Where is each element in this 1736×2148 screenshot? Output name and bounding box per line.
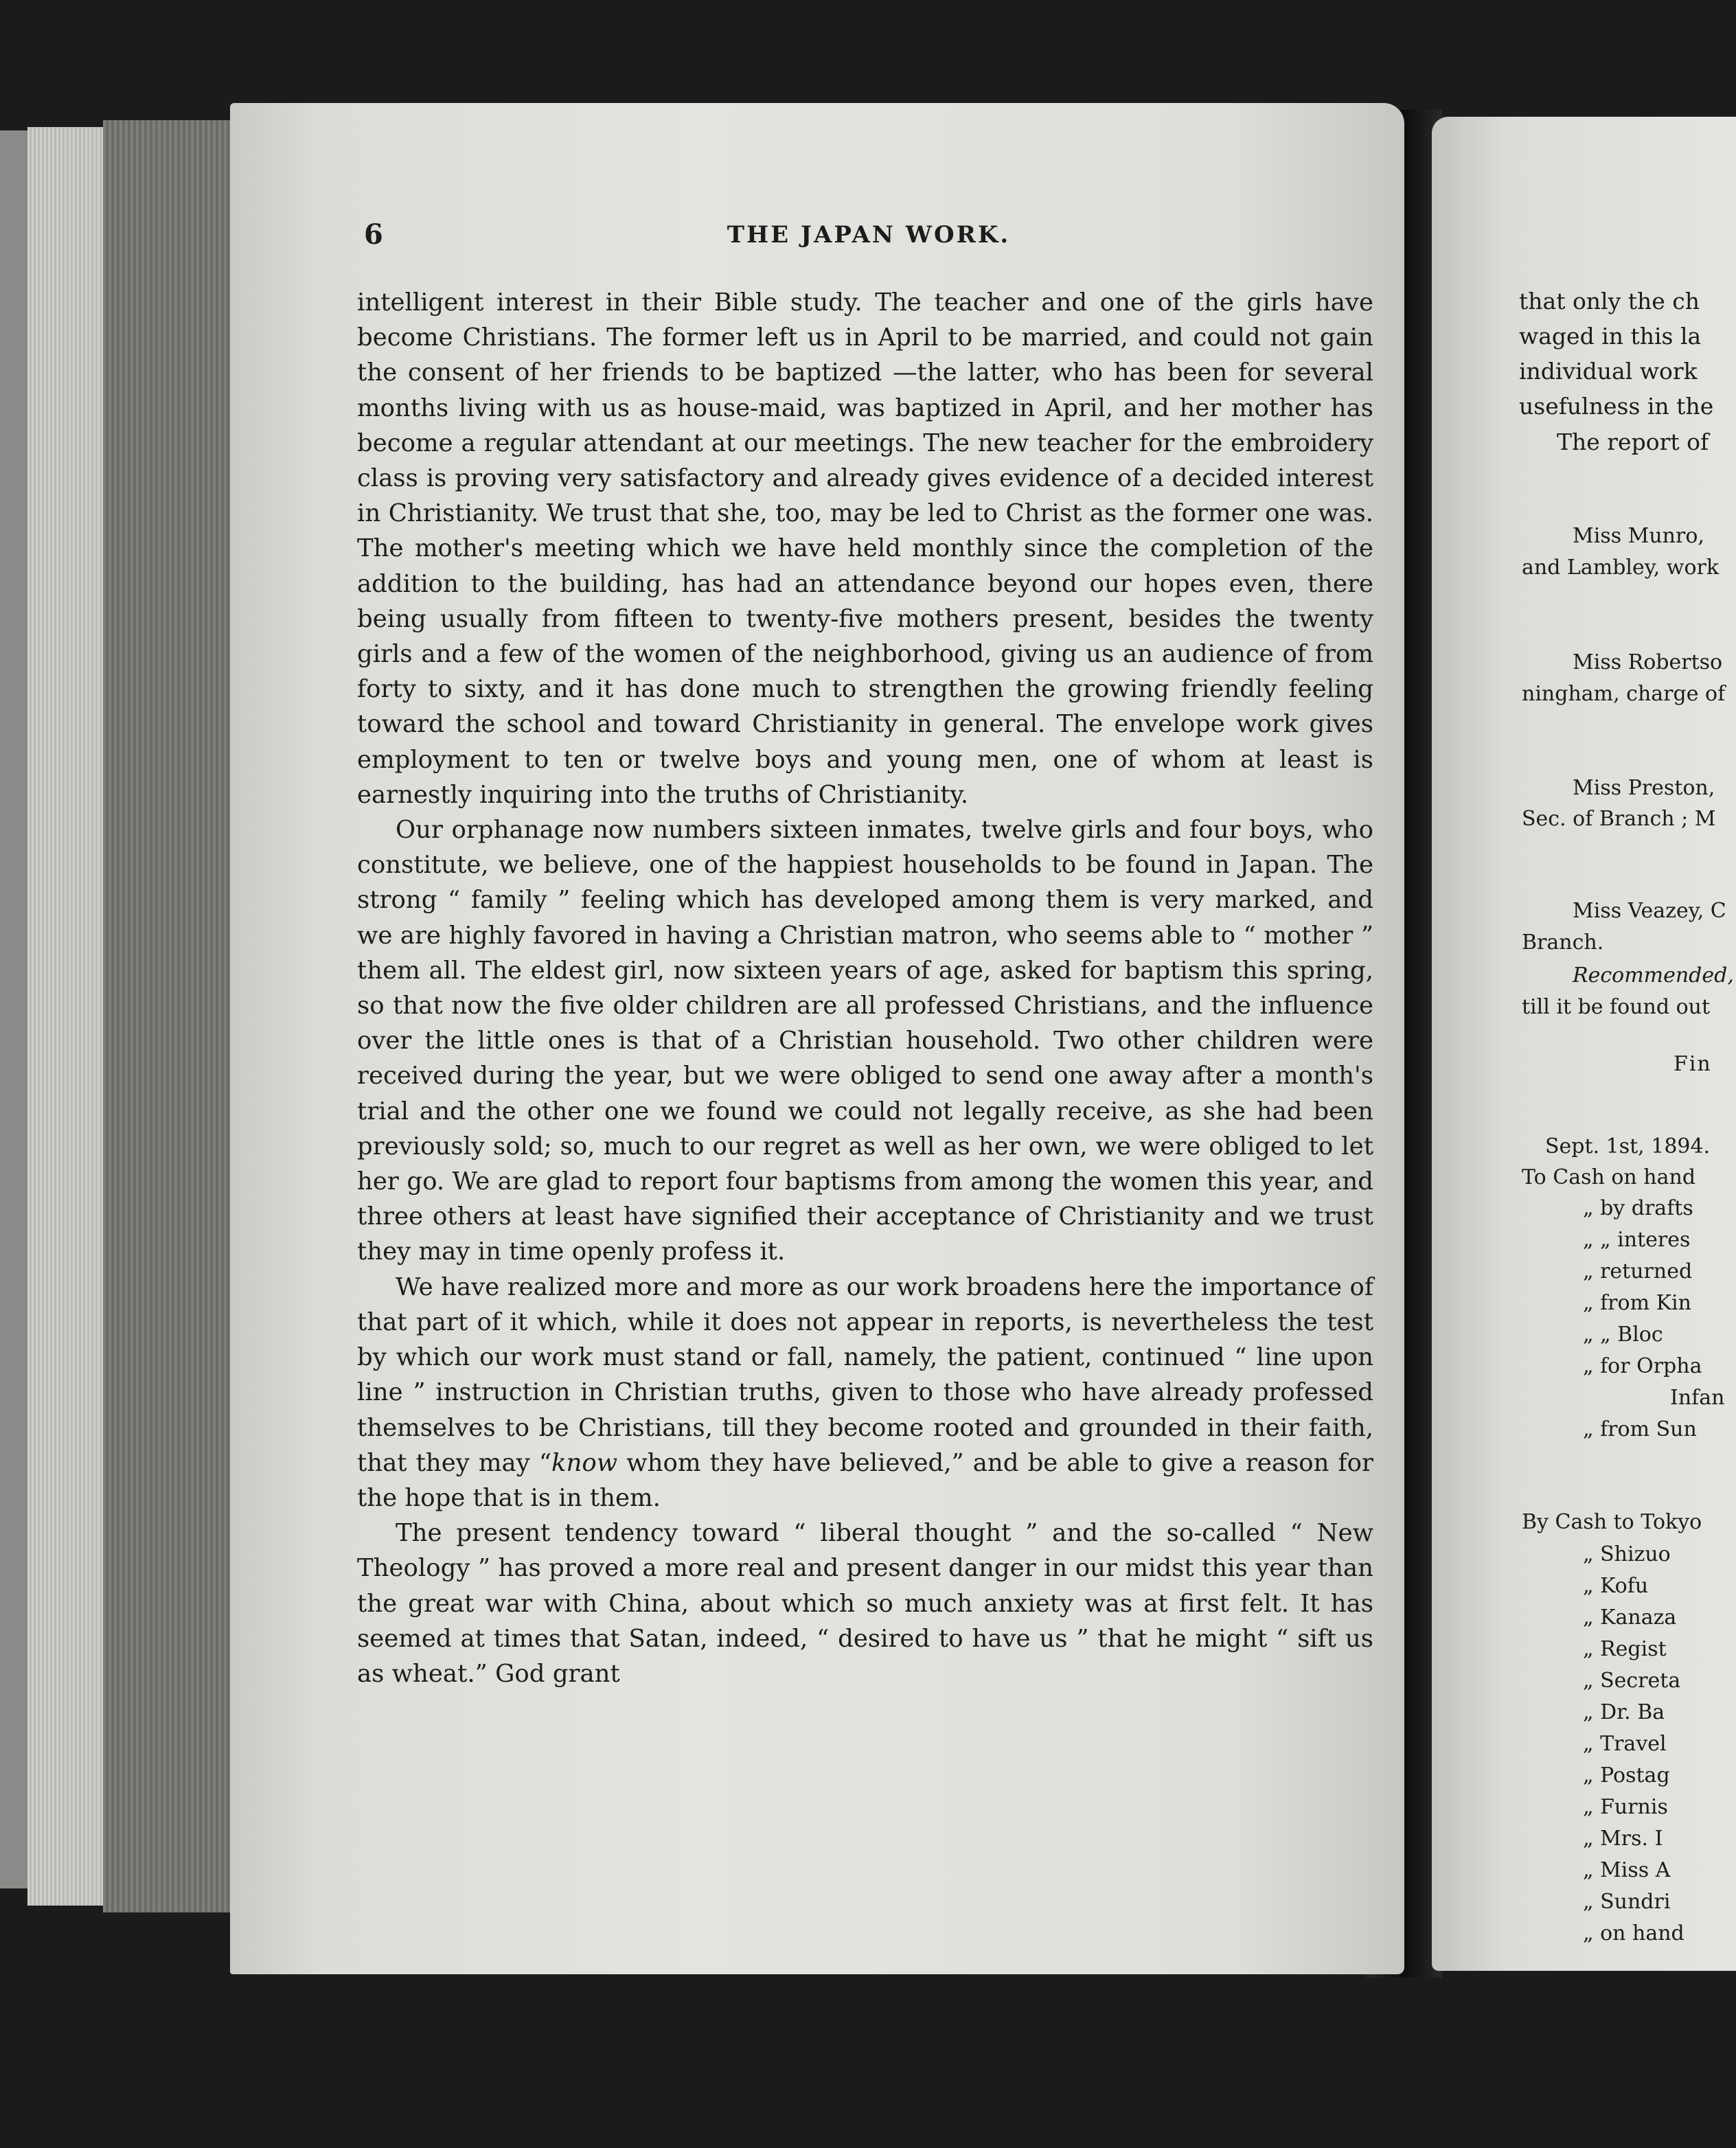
right-line: „ Mrs. I	[1583, 1827, 1663, 1851]
right-line: „ Secreta	[1583, 1669, 1681, 1693]
right-line: Miss Robertso	[1573, 650, 1723, 674]
left-page	[230, 103, 1404, 1974]
right-line: „ Sundri	[1583, 1890, 1671, 1914]
right-line: Branch.	[1522, 930, 1604, 955]
right-line: „ Kanaza	[1583, 1606, 1677, 1630]
right-line: To Cash on hand	[1522, 1165, 1696, 1189]
right-line: „ Regist	[1583, 1637, 1667, 1661]
right-page-partial	[1432, 117, 1736, 1971]
right-line: Sept. 1st, 1894.	[1545, 1134, 1711, 1158]
right-line: individual work	[1519, 358, 1698, 385]
right-line: „ Travel	[1583, 1732, 1667, 1756]
right-line: ningham, charge of	[1522, 682, 1726, 706]
right-line: „ Shizuo	[1583, 1542, 1671, 1566]
page-edges-left	[27, 127, 103, 1906]
right-line: and Lambley, work	[1522, 556, 1720, 580]
right-line: Recommended,	[1573, 963, 1734, 987]
right-line: „ from Kin	[1583, 1291, 1691, 1315]
right-line: The report of	[1557, 429, 1709, 455]
right-line: Sec. of Branch ; M	[1522, 807, 1716, 831]
right-line: Infan	[1670, 1386, 1725, 1410]
right-line: Miss Veazey, C	[1573, 899, 1726, 923]
body-text	[357, 285, 1373, 1691]
page-stack-left	[103, 120, 233, 1912]
paragraph-3-part-2: whom they have believed,” and be able to give a reason for the hope that is in them.	[357, 1448, 1373, 1512]
right-line: Miss Munro,	[1573, 524, 1704, 548]
right-line: „ for Orpha	[1583, 1354, 1702, 1378]
right-line: „ Postag	[1583, 1763, 1670, 1787]
right-line: „ by drafts	[1583, 1196, 1693, 1220]
right-line: that only the ch	[1519, 288, 1700, 315]
page-number: 6	[364, 218, 383, 251]
right-line: By Cash to Tokyo	[1522, 1510, 1702, 1534]
paragraph-3-emphasis: know	[551, 1448, 618, 1477]
right-line: „ Miss A	[1583, 1858, 1671, 1882]
right-line: „ „ interes	[1583, 1228, 1691, 1252]
paragraph-2: Our orphanage now numbers sixteen inmates, twelve girls and four boys, who constitute, we believe, one of the happiest households to be found in Japan. The strong “ family ” feeling which has developed among them is very marked, and we are highly favored in having a Christian matron, who seems able to “ mother ” them all. The eldest girl, now sixteen years of age, asked for baptism this spring, so that now the five older children are all professed Christians, and the influence over the little ones is that of a Christian household. Two other children were received during the year, but we were obliged to send one away after a month's trial and the other one we found we could not legally receive, as she had been previously sold; so, much to our regret as well as her own, we were obliged to let her go. We are glad to report four baptisms from among the women this year, and three others at least have signified their acceptance of Christianity and we trust they may in time openly profess it.	[357, 816, 1373, 1266]
paragraph-4: The present tendency toward “ liberal thought ” and the so-called “ New Theology ” has proved a more real and present danger in our midst this year than the great war with China, about which so much anxiety was at first felt. It has seemed at times that Satan, indeed, “ desired to have us ” that he might “ sift us as wheat.” God grant	[357, 1519, 1373, 1688]
right-heading: Fin	[1674, 1052, 1712, 1076]
paragraph-3	[357, 1270, 1373, 1516]
running-head: THE JAPAN WORK.	[727, 221, 1011, 249]
page-header	[364, 218, 1373, 260]
right-line: „ returned	[1583, 1259, 1693, 1283]
right-line: till it be found out	[1522, 995, 1711, 1019]
right-line: „ Furnis	[1583, 1795, 1668, 1819]
paragraph-3-part-1: We have realized more and more as our work broadens here the importance of that part of it which, while it does not appear in reports, is nevertheless the test by which our work must stand or fall, namely, the patient, continued “ line upon line ” instruction in Christian truths, given to those who have already professed themselves to be Christians, till they become rooted and grounded in their faith, that they may “	[357, 1272, 1373, 1477]
right-line: „ on hand	[1583, 1921, 1684, 1945]
book-cover-edge	[0, 130, 27, 1888]
right-line: usefulness in the	[1519, 393, 1714, 420]
right-line: waged in this la	[1519, 323, 1702, 350]
right-line: „ from Sun	[1583, 1417, 1697, 1441]
right-line: Miss Preston,	[1573, 776, 1715, 800]
right-line: „ „ Bloc	[1583, 1323, 1663, 1347]
right-line: „ Dr. Ba	[1583, 1700, 1665, 1724]
right-line: „ Kofu	[1583, 1574, 1649, 1598]
paragraph-1: intelligent interest in their Bible study. The teacher and one of the girls have become Christians. The former left us in April to be married, and could not gain the consent of her friends to be baptized —the latter, who has been for several months living with us as house-maid, was baptized in April, and her mother has become a regular attendant at our meetings. The new teacher for the embroidery class is proving very satisfactory and already gives evidence of a decided interest in Christianity. We trust that she, too, may be led to Christ as the former one was. The mother's meeting which we have held monthly since the completion of the addition to the building, has had an attendance beyond our hopes even, there being usually from fifteen to twenty-five mothers present, besides the twenty girls and a few of the women of the neighborhood, giving us an audience of from forty to sixty, and it has done much to strengthen the growing friendly feeling toward the school and toward Christianity in general. The envelope work gives employment to ten or twelve boys and young men, one of whom at least is earnestly inquiring into the truths of Christianity.	[357, 288, 1373, 809]
